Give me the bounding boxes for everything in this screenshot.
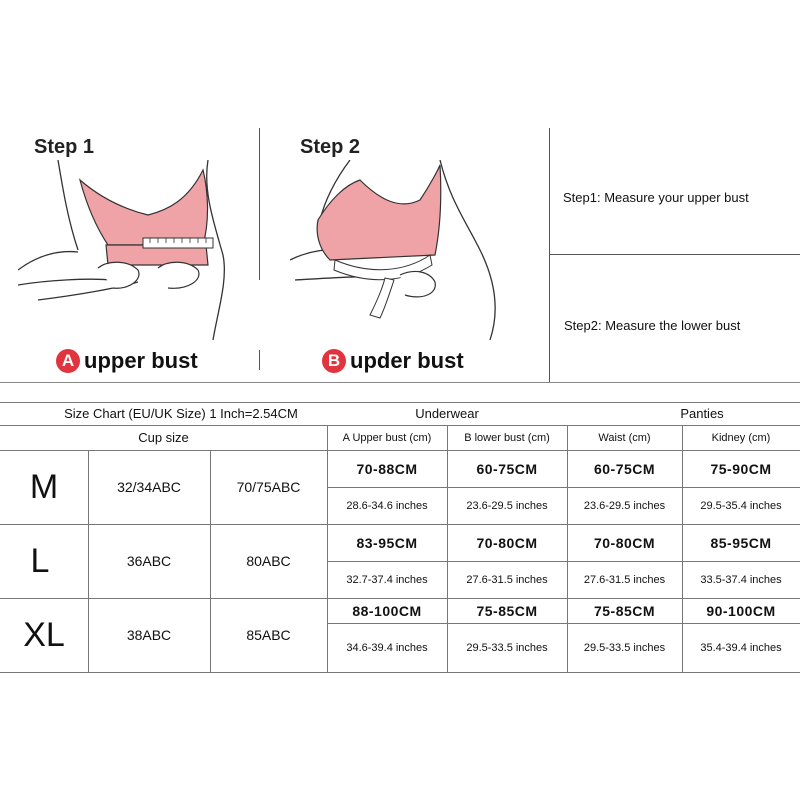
cm-value: 60-75CM [476, 460, 538, 477]
table-bottom-border [0, 672, 800, 673]
cm-value: 75-85CM [593, 602, 656, 619]
upper-bust-illustration [18, 160, 238, 340]
inch-value: 34.6-39.4 inches [346, 641, 428, 654]
cup-size-cell: 80ABC [246, 553, 291, 569]
inch-value: 27.6-31.5 inches [583, 573, 666, 586]
step1-title: Step 1 [34, 136, 95, 158]
cm-value: 60-75CM [593, 460, 656, 477]
inch-value: 35.4-39.4 inches [700, 641, 782, 654]
badge-b-icon: B [322, 349, 346, 373]
inch-value: 27.6-31.5 inches [466, 573, 548, 586]
cm-value: 70-80CM [476, 534, 538, 551]
cm-value: 85-95CM [710, 534, 772, 551]
cup-size-cell: 36ABC [126, 553, 172, 569]
divider-top-section [0, 382, 800, 383]
caption-upper-bust [56, 348, 198, 374]
step2-title: Step 2 [300, 136, 361, 158]
inch-value: 28.6-34.6 inches [346, 499, 428, 512]
caption-under-bust-text: upder bust [350, 348, 464, 373]
size-label: L [30, 541, 50, 580]
bra-shape-2 [317, 165, 441, 260]
cm-value: 90-100CM [706, 602, 776, 619]
inch-value: 23.6-29.5 inches [583, 499, 666, 512]
inch-value: 29.5-33.5 inches [583, 641, 666, 654]
bra-shape-1 [80, 170, 208, 245]
cm-value: 70-88CM [356, 460, 418, 477]
underwear-label: Underwear [415, 406, 479, 421]
tape-measure-1 [143, 238, 213, 248]
instruction-step1: Step1: Measure your upper bust [563, 190, 749, 205]
col-header-waist: Waist (cm) [598, 431, 651, 444]
panties-label: Panties [680, 406, 724, 421]
divider-instructions-mid [549, 254, 800, 255]
cup-size-cell: 70/75ABC [236, 479, 301, 495]
cup-size-cell: 32/34ABC [117, 479, 181, 495]
inch-value: 32.7-37.4 inches [346, 573, 428, 586]
table-title: Size Chart (EU/UK Size) 1 Inch=2.54CM [64, 406, 298, 421]
badge-a-icon: A [56, 349, 80, 373]
inch-value: 29.5-33.5 inches [466, 641, 548, 654]
size-label: XL [23, 615, 65, 654]
lower-bust-illustration [290, 160, 520, 340]
cm-value: 88-100CM [352, 602, 422, 619]
inch-value: 23.6-29.5 inches [466, 499, 548, 512]
cm-value: 75-85CM [476, 602, 538, 619]
divider-step [259, 128, 260, 280]
col-header-lower-bust: B lower bust (cm) [464, 431, 550, 444]
divider-step-small [259, 350, 260, 370]
cm-value: 70-80CM [593, 534, 656, 551]
divider-instructions [549, 128, 550, 382]
cup-size-cell: 85ABC [246, 627, 291, 643]
col-header-upper-bust: A Upper bust (cm) [342, 431, 432, 444]
col-header-kidney: Kidney (cm) [711, 431, 771, 444]
caption-under-bust [322, 348, 464, 374]
inch-value: 29.5-35.4 inches [700, 499, 782, 512]
inch-value: 33.5-37.4 inches [700, 573, 782, 586]
cm-value: 75-90CM [710, 460, 772, 477]
size-label: M [29, 467, 59, 506]
cup-size-header: Cup size [138, 430, 189, 445]
caption-upper-bust-text: upper bust [84, 348, 198, 373]
cup-size-cell: 38ABC [126, 627, 172, 643]
cm-value: 83-95CM [356, 534, 418, 551]
instruction-step2: Step2: Measure the lower bust [564, 318, 741, 333]
